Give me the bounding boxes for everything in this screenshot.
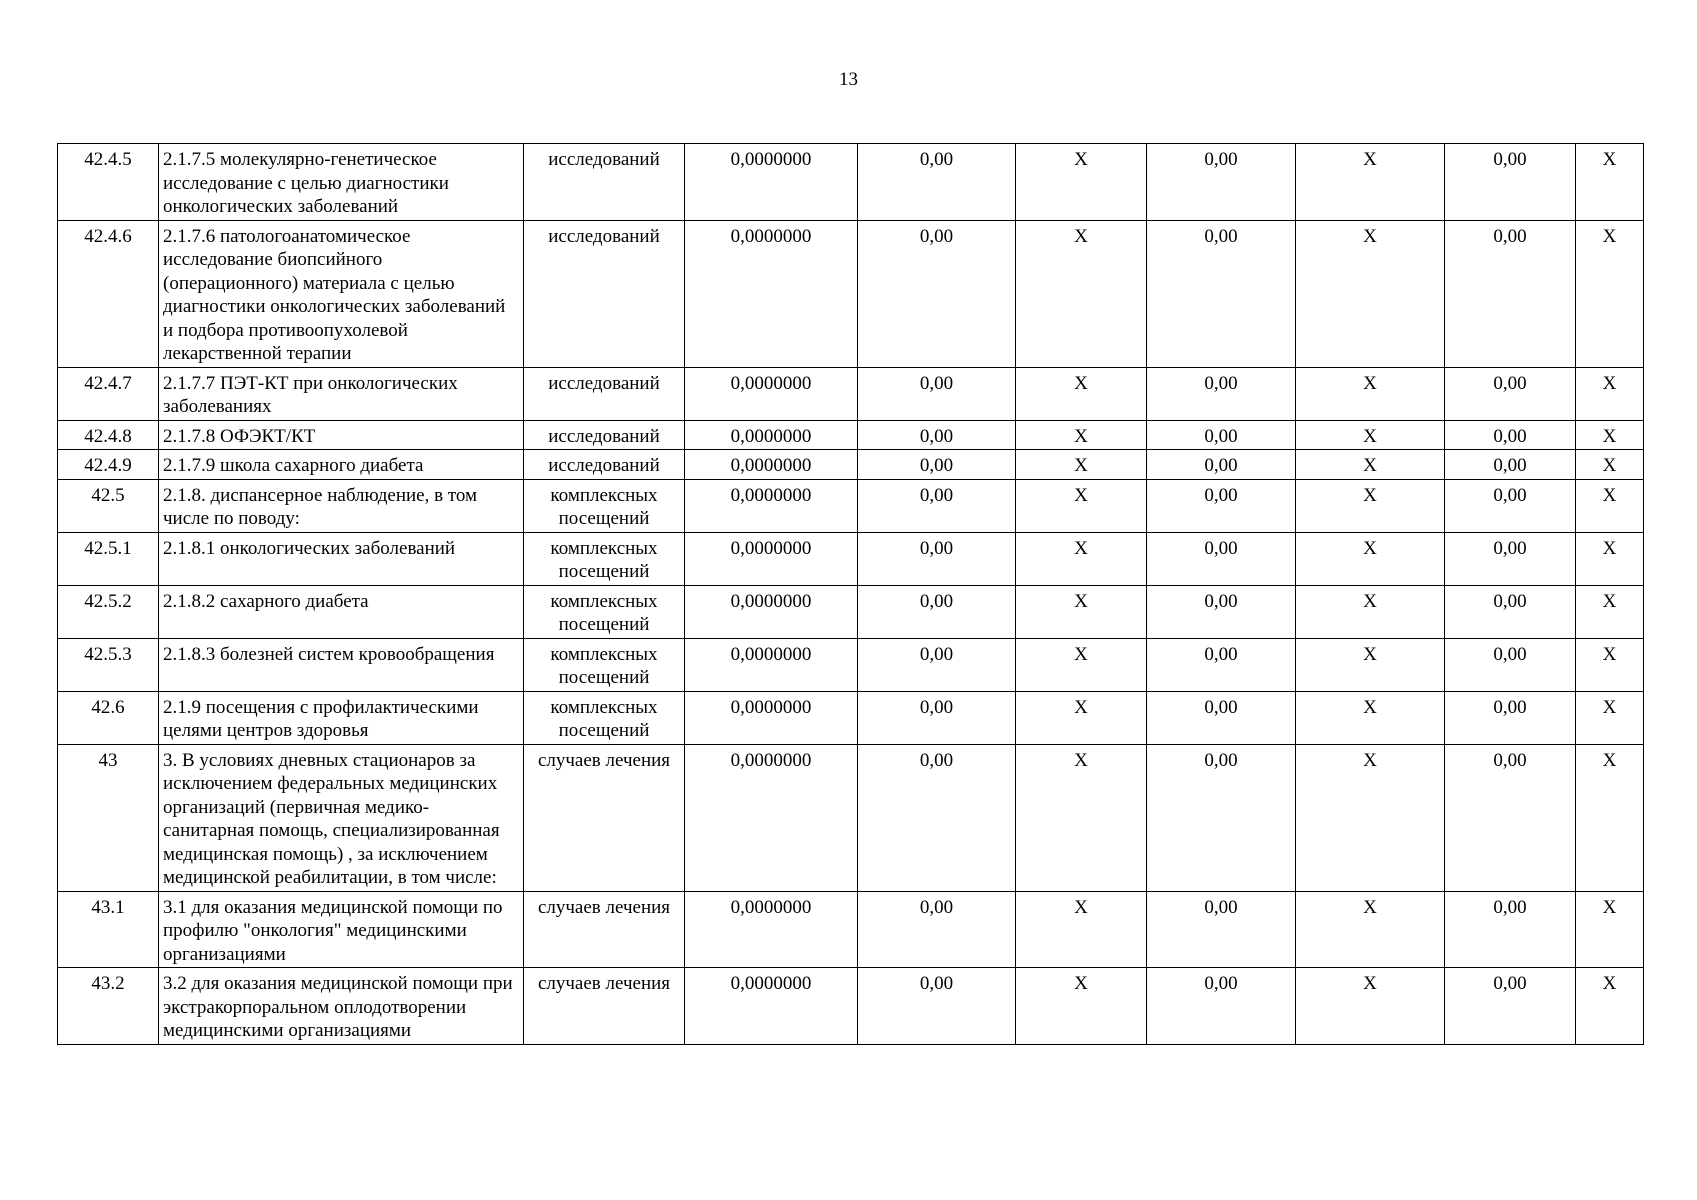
row-value-4-cell: 0,00: [1147, 450, 1296, 480]
row-value-3-cell: X: [1016, 479, 1147, 532]
row-name-cell: 2.1.8. диспансерное наблюдение, в том числе по поводу:: [159, 479, 524, 532]
row-value-3-cell: X: [1016, 744, 1147, 891]
row-name-cell: 3.2 для оказания медицинской помощи при экстракорпоральном оплодотворении медицинскими организациями: [159, 968, 524, 1045]
row-value-3-cell: X: [1016, 220, 1147, 367]
row-value-2-cell: 0,00: [858, 450, 1016, 480]
row-name-cell: 2.1.7.7 ПЭТ-КТ при онкологических заболеваниях: [159, 367, 524, 420]
row-value-5-cell: X: [1296, 968, 1445, 1045]
row-value-6-cell: 0,00: [1445, 220, 1576, 367]
row-value-4-cell: 0,00: [1147, 220, 1296, 367]
row-value-7-cell: X: [1576, 744, 1644, 891]
row-value-3-cell: X: [1016, 638, 1147, 691]
row-unit-cell: случаев лечения: [524, 744, 685, 891]
row-code-cell: 42.4.8: [58, 420, 159, 450]
row-value-5-cell: X: [1296, 744, 1445, 891]
row-value-7-cell: X: [1576, 638, 1644, 691]
row-value-3-cell: X: [1016, 691, 1147, 744]
row-value-2-cell: 0,00: [858, 638, 1016, 691]
table-row: [58, 691, 1644, 744]
row-value-1-cell: 0,0000000: [685, 450, 858, 480]
row-value-3-cell: X: [1016, 968, 1147, 1045]
row-unit-cell: комплексных посещений: [524, 532, 685, 585]
row-value-7-cell: X: [1576, 691, 1644, 744]
row-value-7-cell: X: [1576, 479, 1644, 532]
row-value-7-cell: X: [1576, 585, 1644, 638]
row-value-5-cell: X: [1296, 691, 1445, 744]
row-value-1-cell: 0,0000000: [685, 891, 858, 968]
row-value-5-cell: X: [1296, 450, 1445, 480]
row-value-1-cell: 0,0000000: [685, 532, 858, 585]
row-value-7-cell: X: [1576, 144, 1644, 221]
row-value-3-cell: X: [1016, 891, 1147, 968]
row-value-4-cell: 0,00: [1147, 691, 1296, 744]
row-value-2-cell: 0,00: [858, 585, 1016, 638]
row-value-1-cell: 0,0000000: [685, 585, 858, 638]
table-row: [58, 744, 1644, 891]
row-value-1-cell: 0,0000000: [685, 367, 858, 420]
row-value-5-cell: X: [1296, 220, 1445, 367]
row-value-1-cell: 0,0000000: [685, 420, 858, 450]
row-code-cell: 42.5.1: [58, 532, 159, 585]
row-value-6-cell: 0,00: [1445, 691, 1576, 744]
row-code-cell: 43.2: [58, 968, 159, 1045]
row-unit-cell: случаев лечения: [524, 968, 685, 1045]
row-value-1-cell: 0,0000000: [685, 691, 858, 744]
row-value-7-cell: X: [1576, 220, 1644, 367]
table-row: [58, 479, 1644, 532]
row-value-6-cell: 0,00: [1445, 638, 1576, 691]
row-value-7-cell: X: [1576, 968, 1644, 1045]
row-unit-cell: комплексных посещений: [524, 479, 685, 532]
row-value-6-cell: 0,00: [1445, 744, 1576, 891]
row-value-6-cell: 0,00: [1445, 144, 1576, 221]
row-value-2-cell: 0,00: [858, 691, 1016, 744]
table-row: [58, 144, 1644, 221]
row-code-cell: 43.1: [58, 891, 159, 968]
row-code-cell: 43: [58, 744, 159, 891]
table-row: [58, 420, 1644, 450]
row-value-4-cell: 0,00: [1147, 420, 1296, 450]
row-code-cell: 42.4.9: [58, 450, 159, 480]
row-value-5-cell: X: [1296, 144, 1445, 221]
row-value-4-cell: 0,00: [1147, 367, 1296, 420]
table-row: [58, 638, 1644, 691]
row-name-cell: 2.1.8.1 онкологических заболеваний: [159, 532, 524, 585]
row-value-4-cell: 0,00: [1147, 744, 1296, 891]
row-value-6-cell: 0,00: [1445, 585, 1576, 638]
table-row: [58, 532, 1644, 585]
row-value-6-cell: 0,00: [1445, 891, 1576, 968]
row-value-5-cell: X: [1296, 585, 1445, 638]
table-row: [58, 220, 1644, 367]
row-unit-cell: исследований: [524, 420, 685, 450]
row-value-3-cell: X: [1016, 420, 1147, 450]
row-value-1-cell: 0,0000000: [685, 968, 858, 1045]
row-value-4-cell: 0,00: [1147, 638, 1296, 691]
row-value-5-cell: X: [1296, 532, 1445, 585]
row-value-7-cell: X: [1576, 420, 1644, 450]
row-name-cell: 2.1.8.2 сахарного диабета: [159, 585, 524, 638]
row-value-4-cell: 0,00: [1147, 891, 1296, 968]
row-unit-cell: исследований: [524, 144, 685, 221]
row-value-1-cell: 0,0000000: [685, 638, 858, 691]
row-value-4-cell: 0,00: [1147, 585, 1296, 638]
row-value-2-cell: 0,00: [858, 532, 1016, 585]
row-value-6-cell: 0,00: [1445, 367, 1576, 420]
table-row: [58, 367, 1644, 420]
row-value-5-cell: X: [1296, 479, 1445, 532]
table-row: [58, 968, 1644, 1045]
row-name-cell: 3. В условиях дневных стационаров за исключением федеральных медицинских организаций (первичная медико-санитарная помощь, специализированная медицинская помощь) , за исключением медицинской реабилитации, в том числе:: [159, 744, 524, 891]
row-value-2-cell: 0,00: [858, 367, 1016, 420]
row-name-cell: 2.1.9 посещения с профилактическими целями центров здоровья: [159, 691, 524, 744]
row-name-cell: 2.1.7.5 молекулярно-генетическое исследование с целью диагностики онкологических заболеваний: [159, 144, 524, 221]
table-row: [58, 585, 1644, 638]
row-name-cell: 2.1.7.6 патологоанатомическое исследование биопсийного (операционного) материала с целью диагностики онкологических заболеваний и подбора противоопухолевой лекарственной терапии: [159, 220, 524, 367]
row-value-5-cell: X: [1296, 891, 1445, 968]
row-value-7-cell: X: [1576, 532, 1644, 585]
row-value-5-cell: X: [1296, 420, 1445, 450]
row-value-2-cell: 0,00: [858, 144, 1016, 221]
row-value-1-cell: 0,0000000: [685, 220, 858, 367]
row-value-2-cell: 0,00: [858, 420, 1016, 450]
row-value-2-cell: 0,00: [858, 479, 1016, 532]
row-value-7-cell: X: [1576, 367, 1644, 420]
row-value-5-cell: X: [1296, 367, 1445, 420]
row-unit-cell: комплексных посещений: [524, 638, 685, 691]
row-unit-cell: исследований: [524, 220, 685, 367]
row-value-4-cell: 0,00: [1147, 144, 1296, 221]
row-value-2-cell: 0,00: [858, 891, 1016, 968]
row-unit-cell: комплексных посещений: [524, 691, 685, 744]
row-unit-cell: комплексных посещений: [524, 585, 685, 638]
row-name-cell: 2.1.8.3 болезней систем кровообращения: [159, 638, 524, 691]
row-code-cell: 42.4.6: [58, 220, 159, 367]
row-value-5-cell: X: [1296, 638, 1445, 691]
row-unit-cell: случаев лечения: [524, 891, 685, 968]
row-value-1-cell: 0,0000000: [685, 479, 858, 532]
row-value-3-cell: X: [1016, 585, 1147, 638]
row-code-cell: 42.6: [58, 691, 159, 744]
row-unit-cell: исследований: [524, 367, 685, 420]
row-value-2-cell: 0,00: [858, 220, 1016, 367]
row-value-1-cell: 0,0000000: [685, 144, 858, 221]
row-code-cell: 42.4.7: [58, 367, 159, 420]
row-value-7-cell: X: [1576, 891, 1644, 968]
row-value-4-cell: 0,00: [1147, 479, 1296, 532]
row-value-7-cell: X: [1576, 450, 1644, 480]
row-code-cell: 42.5: [58, 479, 159, 532]
row-name-cell: 2.1.7.8 ОФЭКТ/КТ: [159, 420, 524, 450]
row-value-3-cell: X: [1016, 450, 1147, 480]
row-value-2-cell: 0,00: [858, 968, 1016, 1045]
row-code-cell: 42.4.5: [58, 144, 159, 221]
table-body: [58, 144, 1644, 1045]
row-value-6-cell: 0,00: [1445, 968, 1576, 1045]
row-value-6-cell: 0,00: [1445, 479, 1576, 532]
page-number: 13: [839, 69, 858, 90]
row-name-cell: 3.1 для оказания медицинской помощи по профилю "онкология" медицинскими организациями: [159, 891, 524, 968]
table-row: [58, 891, 1644, 968]
row-value-1-cell: 0,0000000: [685, 744, 858, 891]
row-value-6-cell: 0,00: [1445, 532, 1576, 585]
table-row: [58, 450, 1644, 480]
row-unit-cell: исследований: [524, 450, 685, 480]
row-value-3-cell: X: [1016, 367, 1147, 420]
row-value-6-cell: 0,00: [1445, 450, 1576, 480]
row-code-cell: 42.5.3: [58, 638, 159, 691]
row-code-cell: 42.5.2: [58, 585, 159, 638]
row-value-3-cell: X: [1016, 144, 1147, 221]
row-value-6-cell: 0,00: [1445, 420, 1576, 450]
row-value-3-cell: X: [1016, 532, 1147, 585]
row-value-2-cell: 0,00: [858, 744, 1016, 891]
data-table: [57, 143, 1644, 1045]
row-value-4-cell: 0,00: [1147, 968, 1296, 1045]
row-name-cell: 2.1.7.9 школа сахарного диабета: [159, 450, 524, 480]
row-value-4-cell: 0,00: [1147, 532, 1296, 585]
